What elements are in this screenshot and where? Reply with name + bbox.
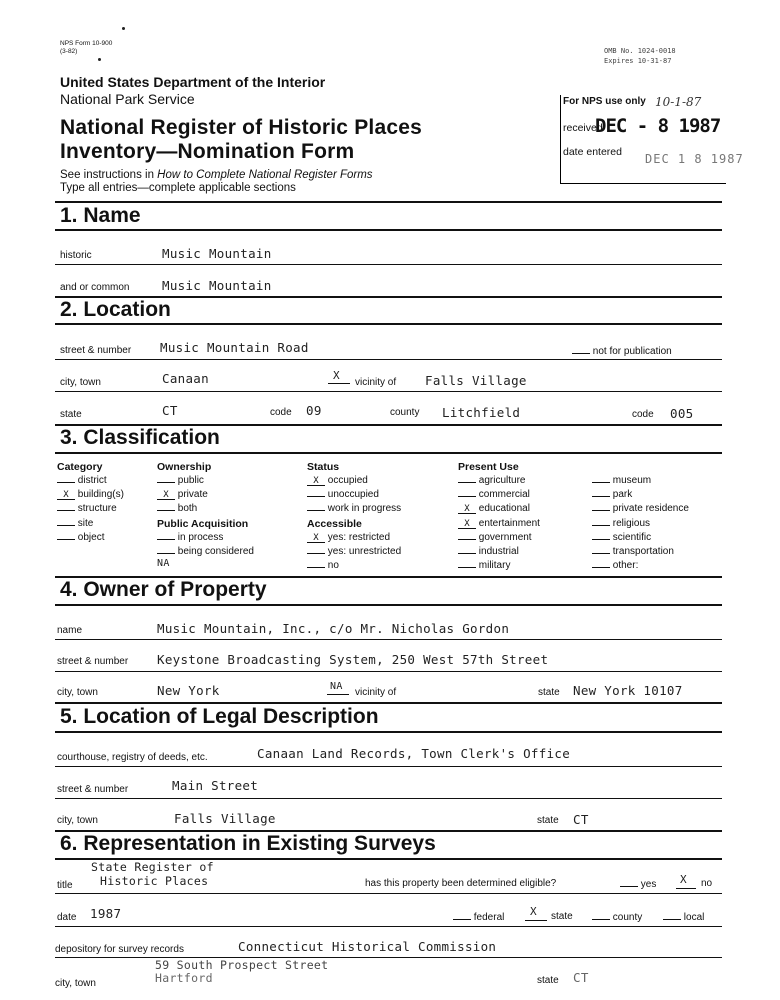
checkbox-occupied[interactable]: X occupied (307, 474, 401, 488)
vicinity-mark: X (333, 369, 340, 382)
checkbox-industrial[interactable]: industrial (458, 545, 540, 559)
vicinity-label: vicinity of (355, 377, 397, 388)
section-rule (55, 229, 722, 231)
section-2-heading: 2. Location (60, 298, 171, 321)
county-code-value: 005 (670, 406, 694, 421)
received-stamp: DEC - 8 1987 (595, 115, 721, 137)
depository-value: Connecticut Historical Commission (238, 939, 497, 954)
date-entered-label: date entered (563, 146, 622, 158)
level-federal[interactable]: federal (453, 911, 504, 923)
section-4-heading: 4. Owner of Property (60, 578, 267, 601)
checkbox-government[interactable]: government (458, 531, 540, 545)
city-value: Canaan (162, 371, 209, 386)
checkbox-museum[interactable]: museum (592, 474, 689, 488)
not-for-publication: not for publication (572, 345, 672, 357)
received-label: received (563, 122, 603, 134)
field-rule (55, 359, 722, 360)
street-value: Music Mountain Road (160, 340, 309, 355)
legal-state-label: state (537, 815, 559, 826)
checkbox-no[interactable]: no (307, 559, 401, 573)
owner-state-value: New York 10107 (573, 683, 683, 698)
survey-title-value-line2: Historic Places (100, 874, 209, 888)
legal-street-label: street & number (57, 784, 129, 795)
legal-street-value: Main Street (172, 778, 259, 793)
level-state-label[interactable]: state (551, 911, 573, 922)
field-rule (55, 639, 722, 640)
checkbox-park[interactable]: park (592, 488, 689, 502)
survey-city-value-line2: Hartford (155, 971, 213, 985)
instructions-line2: Type all entries—complete applicable sections (60, 182, 296, 194)
checkbox-unoccupied[interactable]: unoccupied (307, 488, 401, 502)
owner-street-label: street & number (57, 656, 129, 667)
owner-city-value: New York (157, 683, 220, 698)
checkbox-entertainment[interactable]: X entertainment (458, 517, 540, 531)
eligible-question: has this property been determined eligible? (365, 878, 557, 889)
checkbox-both[interactable]: both (157, 502, 254, 516)
legal-state-value: CT (573, 812, 589, 827)
survey-state-label: state (537, 975, 559, 986)
level-county[interactable]: county (592, 911, 642, 923)
received-handwritten: 10-1-87 (655, 95, 702, 109)
checkbox-religious[interactable]: religious (592, 517, 689, 531)
level-state-blank (525, 920, 547, 921)
field-rule (55, 893, 722, 894)
checkbox-military[interactable]: military (458, 559, 540, 573)
survey-city-value-line1: 59 South Prospect Street (155, 958, 329, 972)
omb-number: OMB No. 1024-0018 (604, 47, 676, 55)
checkbox-scientific[interactable]: scientific (592, 531, 689, 545)
field-rule (55, 671, 722, 672)
section-3-heading: 3. Classification (60, 426, 220, 449)
form-title-line2: Inventory—Nomination Form (60, 140, 355, 163)
vicinity-value: Falls Village (425, 373, 527, 388)
courthouse-value: Canaan Land Records, Town Clerk's Office (257, 746, 571, 761)
form-revision: (3-82) (60, 48, 78, 55)
owner-city-label: city, town (57, 687, 98, 698)
field-rule (55, 766, 722, 767)
county-label: county (390, 407, 420, 418)
field-rule (55, 926, 722, 927)
section-rule (55, 731, 722, 733)
survey-date-value: 1987 (90, 906, 122, 921)
field-rule (55, 391, 722, 392)
present-use-column-2 (592, 474, 689, 573)
survey-city-label: city, town (55, 978, 96, 989)
checkbox-agriculture[interactable]: agriculture (458, 474, 540, 488)
checkbox-yes-unrestricted[interactable]: yes: unrestricted (307, 545, 401, 559)
section-rule (55, 702, 722, 704)
instructions-line1: See instructions in How to Complete National Register Forms (60, 169, 373, 181)
owner-state-label: state (538, 687, 560, 698)
survey-title-label: title (57, 880, 73, 891)
level-local[interactable]: local (663, 911, 704, 923)
eligible-no-blank (676, 888, 696, 889)
section-6-heading: 6. Representation in Existing Surveys (60, 832, 436, 855)
checkbox-other[interactable]: other: (592, 559, 689, 573)
checkbox-private[interactable]: X private (157, 488, 254, 502)
category-column (57, 460, 124, 545)
section-1-heading: 1. Name (60, 204, 141, 227)
speck (122, 27, 125, 30)
section-rule (55, 323, 722, 325)
owner-street-value: Keystone Broadcasting System, 250 West 57th Street (157, 652, 549, 667)
section-rule (55, 452, 722, 454)
owner-vicinity-blank (327, 694, 349, 695)
ownership-title: Ownership (157, 461, 212, 473)
speck (98, 58, 101, 61)
status-title: Status (307, 461, 340, 473)
level-state-mark: X (530, 905, 537, 918)
field-rule (55, 798, 722, 799)
checkbox-buildings[interactable]: X building(s) (57, 488, 124, 502)
checkbox-in-process[interactable]: in process (157, 531, 254, 545)
department-name: United States Department of the Interior (60, 74, 326, 90)
depository-label: depository for survey records (55, 944, 184, 955)
accessible-title: Accessible (307, 517, 362, 530)
public-acquisition-title: Public Acquisition (157, 517, 249, 530)
checkbox-district[interactable]: district (57, 474, 124, 488)
present-use-title: Present Use (458, 461, 519, 473)
checkbox-transportation[interactable]: transportation (592, 545, 689, 559)
checkbox-yes-restricted[interactable]: X yes: restricted (307, 531, 401, 545)
status-column (307, 460, 401, 573)
vicinity-blank (328, 383, 350, 384)
legal-city-value: Falls Village (174, 811, 276, 826)
owner-name-label: name (57, 625, 83, 636)
public-acquisition-na: NA (157, 558, 170, 570)
form-title-line1: National Register of Historic Places (60, 116, 422, 139)
date-entered-stamp: DEC 1 8 1987 (645, 152, 744, 166)
field-rule (55, 264, 722, 265)
state-label: state (60, 409, 82, 420)
survey-date-label: date (57, 912, 77, 923)
city-label: city, town (60, 377, 101, 388)
common-name-label: and or common (60, 282, 130, 293)
street-label: street & number (60, 345, 132, 356)
checkbox-object[interactable]: object (57, 531, 124, 545)
county-code-label: code (632, 409, 654, 420)
section-5-heading: 5. Location of Legal Description (60, 705, 379, 728)
checkbox-being-considered[interactable]: being considered (157, 545, 254, 559)
owner-vicinity-mark: NA (330, 681, 343, 692)
county-value: Litchfield (442, 405, 521, 420)
category-title: Category (57, 461, 103, 473)
checkbox-private-residence[interactable]: private residence (592, 502, 689, 516)
section-rule (55, 201, 722, 203)
survey-state-value: CT (573, 970, 589, 985)
historic-name-value: Music Mountain (162, 246, 272, 261)
common-name-value: Music Mountain (162, 278, 272, 293)
eligible-yes[interactable]: yes (620, 878, 656, 890)
present-use-column (458, 460, 540, 573)
state-value: CT (162, 403, 178, 418)
checkbox-commercial[interactable]: commercial (458, 488, 540, 502)
checkbox-structure[interactable]: structure (57, 502, 124, 516)
omb-expires: Expires 10-31-87 (604, 57, 672, 65)
survey-title-value-line1: State Register of (91, 860, 214, 874)
nps-use-label: For NPS use only (563, 96, 646, 107)
section-rule (55, 604, 722, 606)
historic-label: historic (60, 250, 92, 261)
checkbox-site[interactable]: site (57, 517, 124, 531)
owner-vicinity-label: vicinity of (355, 687, 397, 698)
courthouse-label: courthouse, registry of deeds, etc. (57, 752, 208, 763)
checkbox-educational[interactable]: X educational (458, 502, 540, 516)
form-number: NPS Form 10-900 (60, 40, 113, 47)
eligible-no-mark: X (680, 873, 687, 886)
owner-name-value: Music Mountain, Inc., c/o Mr. Nicholas Gordon (157, 621, 510, 636)
service-name: National Park Service (60, 91, 195, 107)
checkbox-public[interactable]: public (157, 474, 254, 488)
code-value: 09 (306, 403, 322, 418)
legal-city-label: city, town (57, 815, 98, 826)
code-label: code (270, 407, 292, 418)
ownership-column (157, 460, 254, 569)
eligible-no-label[interactable]: no (701, 878, 713, 889)
checkbox-work-in-progress[interactable]: work in progress (307, 502, 401, 516)
